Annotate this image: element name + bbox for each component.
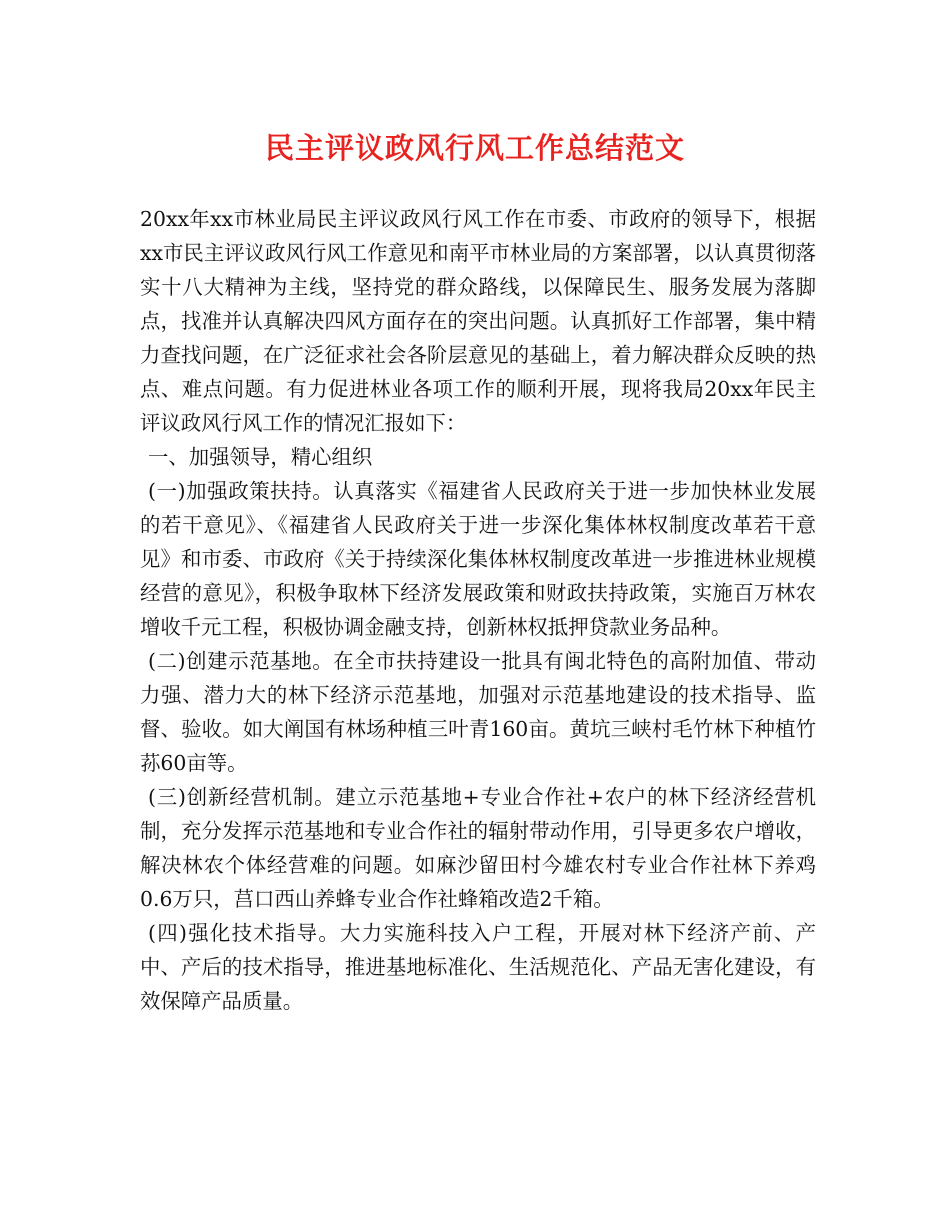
paragraph-demo-base: (二)创建示范基地。在全市扶持建设一批具有闽北特色的高附加值、带动力强、潜力大的林下经济示范基地，加强对示范基地建设的技术指导、监督、验收。如大阐国有林场种植三叶青160亩。黄坑三峡村毛竹林下种植竹荪60亩等。	[140, 649, 816, 775]
section-heading-1: 一、加强领导，精心组织	[148, 445, 373, 469]
document-title: 民主评议政风行风工作总结范文	[264, 131, 685, 165]
paragraph-mechanism: (三)创新经营机制。建立示范基地+专业合作社+农户的林下经济经营机制，充分发挥示范基地和专业合作社的辐射带动作用，引导更多农户增收，解决林农个体经营难的问题。如麻沙留田村今雄农村专业合作社林下养鸡0.6万只，莒口西山养蜂专业合作社蜂箱改造2千箱。	[140, 785, 816, 911]
intro-paragraph: 20xx年xx市林业局民主评议政风行风工作在市委、市政府的领导下，根据xx市民主评议政风行风工作意见和南平市林业局的方案部署，以认真贯彻落实十八大精神为主线，坚持党的群众路线，以保障民生、服务发展为落脚点，找准并认真解决四风方面存在的突出问题。认真抓好工作部署，集中精力查找问题，在广泛征求社会各阶层意见的基础上，着力解决群众反映的热点、难点问题。有力促进林业各项工作的顺利开展，现将我局20xx年民主评议政风行风工作的情况汇报如下：	[140, 207, 816, 435]
paragraph-tech-guidance: (四)强化技术指导。大力实施科技入户工程，开展对林下经济产前、产中、产后的技术指导，推进基地标准化、生活规范化、产品无害化建设，有效保障产品质量。	[140, 921, 816, 1013]
document-body	[140, 202, 816, 1018]
paragraph-policy-support: (一)加强政策扶持。认真落实《福建省人民政府关于进一步加快林业发展的若干意见》、《福建省人民政府关于进一步深化集体林权制度改革若干意见》和市委、市政府《关于持续深化集体林权制度改革进一步推进林业规模经营的意见》，积极争取林下经济发展政策和财政扶持政策，实施百万林农增收千元工程，积极协调金融支持，创新林权抵押贷款业务品种。	[140, 479, 816, 639]
